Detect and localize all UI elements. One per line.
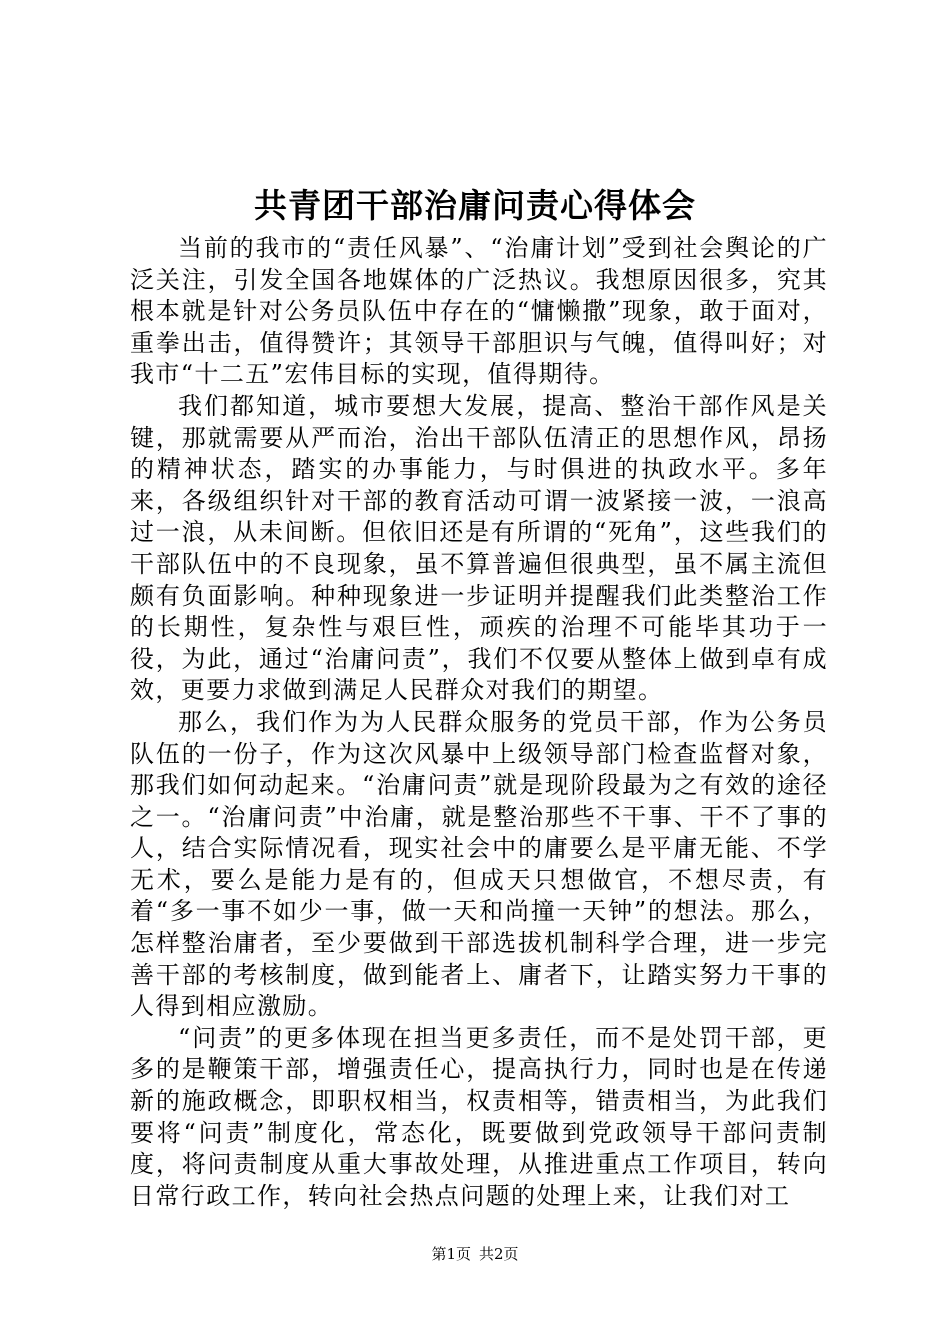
paragraph-2: 我们都知道，城市要想大发展，提高、整治干部作风是关键，那就需要从严而治，治出干部队伍清正的思想作风，昂扬的精神状态，踏实的办事能力，与时俱进的执政水平。多年来，各级组织针对干部的教育活动可谓一波紧接一波，一浪高过一浪，从未间断。但依旧还是有所谓的“死角”，这些我们的干部队伍中的不良现象，虽不算普遍但很典型，虽不属主流但颇有负面影响。种种现象进一步证明并提醒我们此类整治工作的长期性，复杂性与艰巨性，顽疾的治理不可能毕其功于一役，为此，通过“治庸问责”，我们不仅要从整体上做到卓有成效，更要力求做到满足人民群众对我们的期望。: [130, 391, 828, 705]
page-number: 第1页: [431, 1245, 471, 1263]
page-footer: [0, 1244, 950, 1264]
paragraph-1: 当前的我市的“责任风暴”、“治庸计划”受到社会舆论的广泛关注，引发全国各地媒体的广泛热议。我想原因很多，究其根本就是针对公务员队伍中存在的“慵懒撒”现象，敢于面对，重拳出击，值得赞许；其领导干部胆识与气魄，值得叫好；对我市“十二五”宏伟目标的实现，值得期待。: [130, 234, 828, 389]
document-title: 共青团干部治庸问责心得体会: [254, 186, 696, 225]
page-total: 共2页: [479, 1245, 519, 1263]
paragraph-3: 那么，我们作为为人民群众服务的党员干部，作为公务员队伍的一份子，作为这次风暴中上级领导部门检查监督对象，那我们如何动起来。“治庸问责”就是现阶段最为之有效的途径之一。“治庸问责”中治庸，就是整治那些不干事、干不了事的人，结合实际情况看，现实社会中的庸要么是平庸无能、不学无术，要么是能力是有的，但成天只想做官，不想尽责，有着“多一事不如少一事，做一天和尚撞一天钟”的想法。那么，怎样整治庸者，至少要做到干部选拔机制科学合理，进一步完善干部的考核制度，做到能者上、庸者下，让踏实努力干事的人得到相应激励。: [130, 707, 828, 1021]
paragraph-4: “问责”的更多体现在担当更多责任，而不是处罚干部，更多的是鞭策干部，增强责任心，提高执行力，同时也是在传递新的施政概念，即职权相当，权责相等，错责相当，为此我们要将“问责”制度化，常态化，既要做到党政领导干部问责制度，将问责制度从重大事故处理，从推进重点工作项目，转向日常行政工作，转向社会热点问题的处理上来，让我们对工: [130, 1023, 828, 1210]
document-body: [130, 233, 828, 1212]
